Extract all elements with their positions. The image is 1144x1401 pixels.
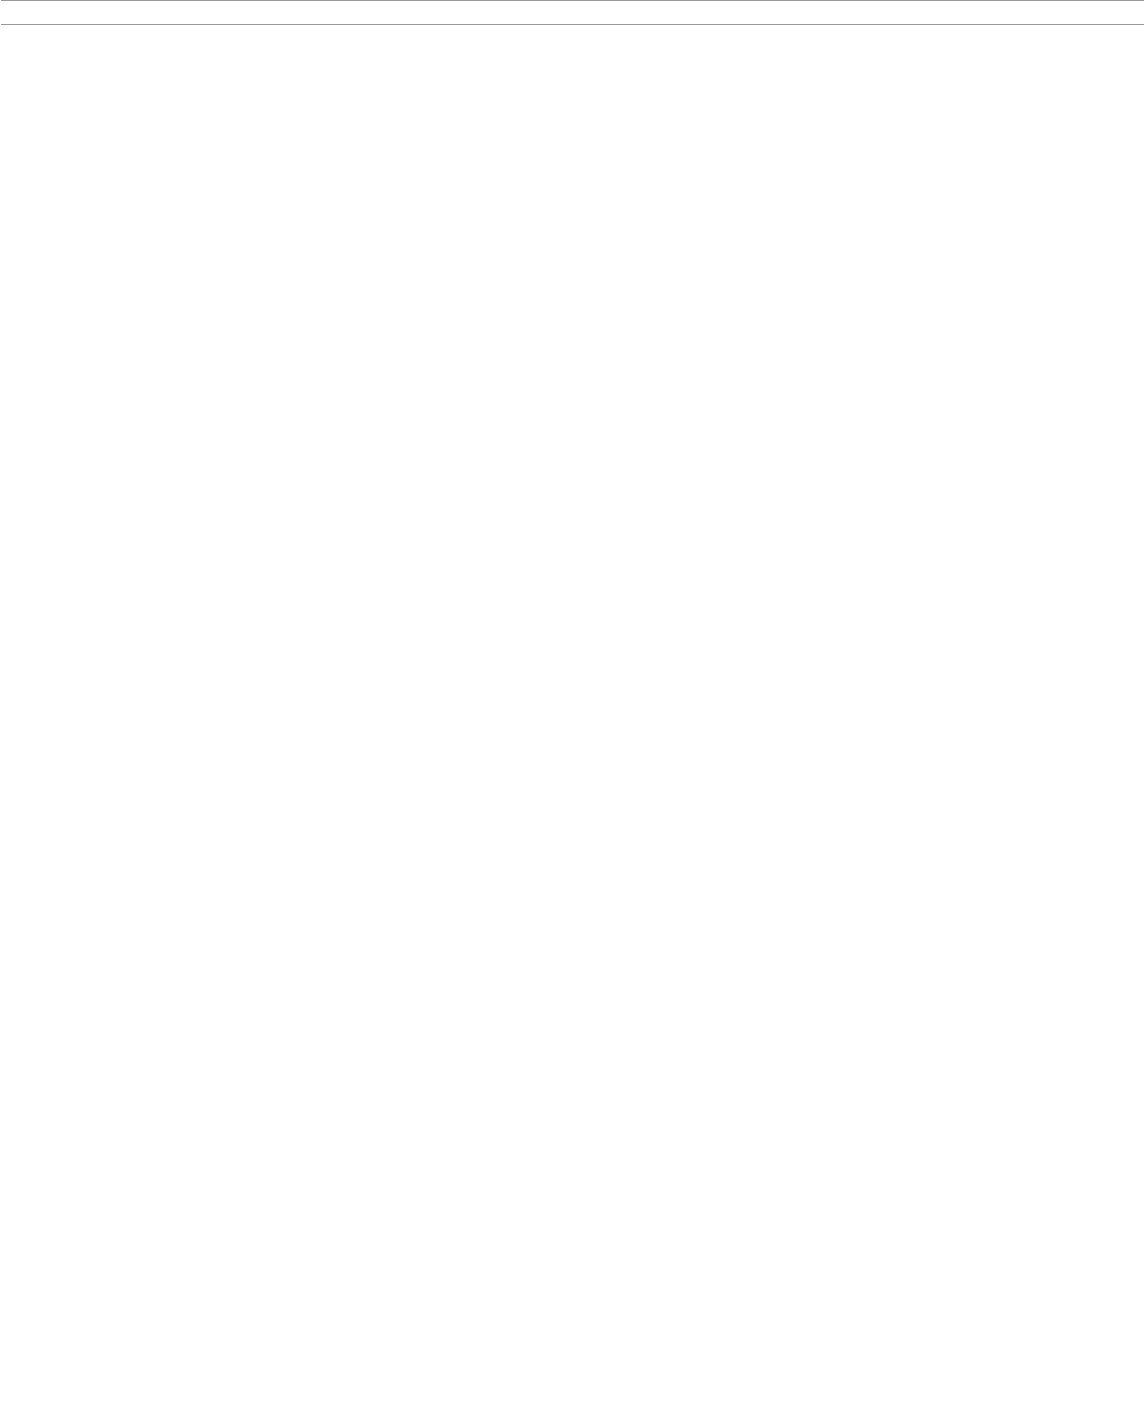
table-container <box>0 0 1144 25</box>
header-disease-column <box>1 1 329 25</box>
table-header <box>1 1 1144 25</box>
header-row <box>1 1 1144 25</box>
screening-table <box>1 0 1144 25</box>
